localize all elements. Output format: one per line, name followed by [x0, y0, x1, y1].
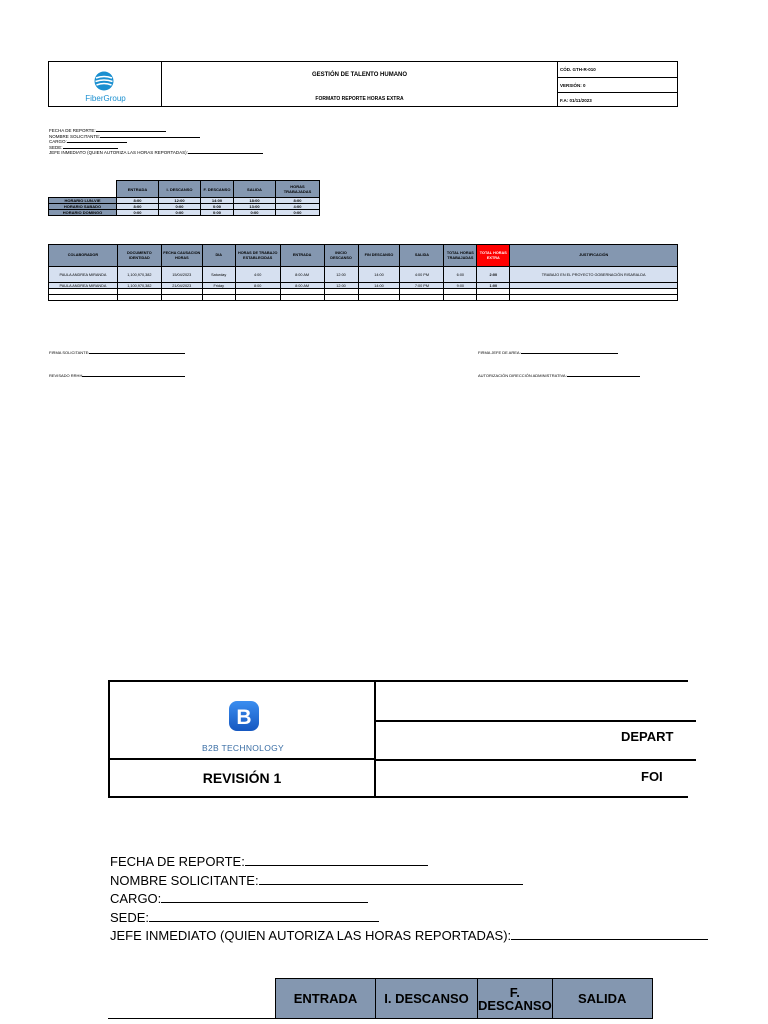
form1-cargo-field[interactable] [67, 139, 127, 143]
form2-sede-label: SEDE: [110, 909, 150, 925]
form1-report-table [48, 244, 678, 301]
b2b-logo [110, 682, 376, 760]
sched1-cell[interactable]: 12:00 [159, 198, 201, 204]
rep1-cell[interactable]: 7:00 PM [400, 283, 444, 289]
rep1-cell[interactable]: PAULA ANDREA MIRANDA [49, 283, 118, 289]
sched1-row-label: HORARIO DOMINGO [49, 210, 117, 216]
rep1-header-total-extra: TOTAL HORAS EXTRA [477, 245, 510, 267]
fibergroup-logo-icon [94, 71, 114, 91]
firma-jefe-label: FIRMA JEFE DE AREA: [478, 350, 521, 355]
rep1-cell[interactable]: 4:00 [235, 267, 280, 283]
form2-jefe-label: JEFE INMEDIATO (QUIEN AUTORIZA LAS HORAS REPORTADAS): [110, 928, 512, 943]
form2-nombre-label: NOMBRE SOLICITANTE: [110, 872, 259, 888]
form2-fecha-field[interactable] [245, 854, 428, 866]
rep1-cell[interactable]: 8:00 AM [280, 283, 324, 289]
sched1-header: ENTRADA [117, 181, 159, 198]
form2-cargo-field[interactable] [161, 891, 368, 903]
sched1-cell[interactable]: 0:00 [117, 210, 159, 216]
form1-code: CÓD. GTH-R-010 [560, 67, 596, 72]
rep1-cell[interactable]: 14:00 [358, 283, 400, 289]
rep1-cell[interactable]: 6:00 [444, 267, 477, 283]
table-row [49, 210, 320, 216]
sched1-cell[interactable]: 8:00 [117, 204, 159, 210]
autorizacion-field[interactable] [567, 373, 640, 377]
form1-fields [49, 128, 263, 156]
form2-sede-field[interactable] [149, 910, 379, 922]
form1-date: F.A: 01/11/2023 [558, 92, 677, 107]
sched1-row-label: HORARIO SABADO [49, 204, 117, 210]
rep1-cell[interactable]: 2:00 [477, 267, 510, 283]
autorizacion-label: AUTORIZACIÓN DIRECCIÓN ADMINISTRATIVA: [478, 373, 567, 378]
form2-nombre-field[interactable] [259, 873, 523, 885]
sched1-cell: 4:00 [276, 204, 320, 210]
form2-revision: REVISIÓN 1 [110, 760, 376, 796]
form2-fecha-label: FECHA DE REPORTE: [110, 854, 245, 869]
rep1-header: SALIDA [400, 245, 444, 267]
sched1-header: SALIDA [234, 181, 276, 198]
sched1-cell[interactable]: 0:00 [201, 204, 234, 210]
sched2-header: SALIDA [552, 979, 652, 1019]
rep1-cell[interactable]: 8:00 AM [280, 267, 324, 283]
fibergroup-logo [49, 62, 162, 106]
rep1-cell[interactable]: 4:00 PM [400, 267, 444, 283]
sched1-cell[interactable]: 13:00 [234, 204, 276, 210]
form1-cargo-label: CARGO: [49, 139, 67, 145]
form1-jefe-field[interactable] [188, 150, 263, 154]
rep1-cell[interactable]: 14:00 [358, 267, 400, 283]
rep1-cell[interactable]: 12:00 [324, 267, 358, 283]
sched1-header: F. DESCANSO [201, 181, 234, 198]
sched1-header: HORAS TRABAJADAS [276, 181, 320, 198]
firma-jefe-field[interactable] [521, 350, 618, 354]
firma-solicitante-label: FIRMA SOLICITANTE: [49, 350, 90, 355]
rep1-header: DOCUMENTO IDENTIDAD [117, 245, 161, 267]
form2-jefe-field[interactable] [511, 928, 708, 940]
firma-solicitante [49, 350, 185, 355]
form1-header [48, 61, 678, 107]
sched1-cell[interactable]: 0:00 [159, 204, 201, 210]
sched2-header: ENTRADA [276, 979, 376, 1019]
b2b-logo-icon [228, 700, 260, 732]
rep1-cell[interactable]: 1,100,970,382 [117, 283, 161, 289]
rep1-cell[interactable]: 8:00 [235, 283, 280, 289]
form2-department: DEPART [621, 729, 674, 744]
form2-cargo-label: CARGO: [110, 891, 162, 906]
sched1-cell[interactable]: 0:00 [234, 210, 276, 216]
rep1-header: DIA [202, 245, 235, 267]
sched2-header: F. DESCANSO [478, 979, 553, 1019]
sched1-cell[interactable]: 8:00 [117, 198, 159, 204]
form1-version: VERSIÓN: 0 [558, 77, 677, 92]
rep1-cell[interactable]: PAULA ANDREA MIRANDA [49, 267, 118, 283]
form1-jefe-label: JEFE INMEDIATO (QUIEN AUTORIZA LAS HORAS REPORTADAS): [49, 150, 188, 156]
fibergroup-logo-text: FiberGroup [85, 94, 126, 103]
sched1-cell: 0:00 [276, 210, 320, 216]
rep1-header: ENTRADA [280, 245, 324, 267]
form2-schedule-table [108, 978, 653, 1019]
firma-jefe [478, 350, 618, 355]
table-row [49, 267, 678, 283]
rep1-header: JUSTIFICACIÓN [510, 245, 678, 267]
sched1-cell[interactable]: 14:00 [201, 198, 234, 204]
sched2-header: I. DESCANSO [376, 979, 478, 1019]
form1-fecha-label: FECHA DE REPORTE: [49, 128, 96, 133]
svg-text:B: B [236, 706, 252, 729]
form2-fields [110, 853, 708, 946]
revisado-rrhh [49, 373, 185, 378]
revisado-field[interactable] [82, 373, 185, 377]
rep1-cell[interactable]: TRABAJO EN EL PROYECTO GOBERNACIÓN RISARALDA [510, 267, 678, 283]
sched1-cell[interactable]: 18:00 [234, 198, 276, 204]
rep1-header: FECHA CAUSACION HORAS [161, 245, 202, 267]
form2-header [108, 680, 688, 798]
form1-schedule-table [48, 180, 320, 216]
form1-sede-field[interactable] [63, 145, 118, 149]
form1-nombre-field[interactable] [100, 134, 200, 138]
form1-nombre-label: NOMBRE SOLICITANTE: [49, 133, 101, 139]
rep1-cell[interactable]: 12:00 [324, 283, 358, 289]
form1-fecha-field[interactable] [96, 128, 166, 132]
rep1-header: FIN DESCANSO [358, 245, 400, 267]
form1-subtitle: FORMATO REPORTE HORAS EXTRA [315, 96, 404, 102]
rep1-cell[interactable]: 1:00 [477, 283, 510, 289]
sched1-cell[interactable]: 0:00 [201, 210, 234, 216]
rep1-cell[interactable]: 15/04/2023 [161, 267, 202, 283]
revisado-label: REVISADO RRHH [49, 373, 83, 378]
rep1-cell[interactable]: 1,100,970,382 [117, 267, 161, 283]
rep1-header: COLABORADOR [49, 245, 118, 267]
sched1-cell: 8:00 [276, 198, 320, 204]
rep1-header: HORAS DE TRABAJO ESTABLECIDAS [235, 245, 280, 267]
rep1-header: INICIO DESCANSO [324, 245, 358, 267]
sched1-row-label: HORARIO LUN-VIE [49, 198, 117, 204]
form1-title: GESTIÓN DE TALENTO HUMANO [311, 72, 408, 78]
rep1-cell[interactable]: Saturday [202, 267, 235, 283]
sched1-header: I. DESCANSO [159, 181, 201, 198]
firma-solicitante-field[interactable] [89, 350, 185, 354]
autorizacion-direccion [478, 373, 640, 378]
rep1-cell[interactable]: 21/04/2023 [161, 283, 202, 289]
rep1-header: TOTAL HORAS TRABAJADAS [444, 245, 477, 267]
b2b-logo-text: B2B TECHNOLOGY [202, 743, 284, 753]
rep1-cell[interactable]: Friday [202, 283, 235, 289]
sched1-cell[interactable]: 0:00 [159, 210, 201, 216]
table-row [49, 295, 678, 301]
rep1-cell[interactable]: 9:00 [444, 283, 477, 289]
form2-format-title: FOI [641, 769, 663, 784]
form1-sede-label: SEDE: [49, 144, 63, 150]
